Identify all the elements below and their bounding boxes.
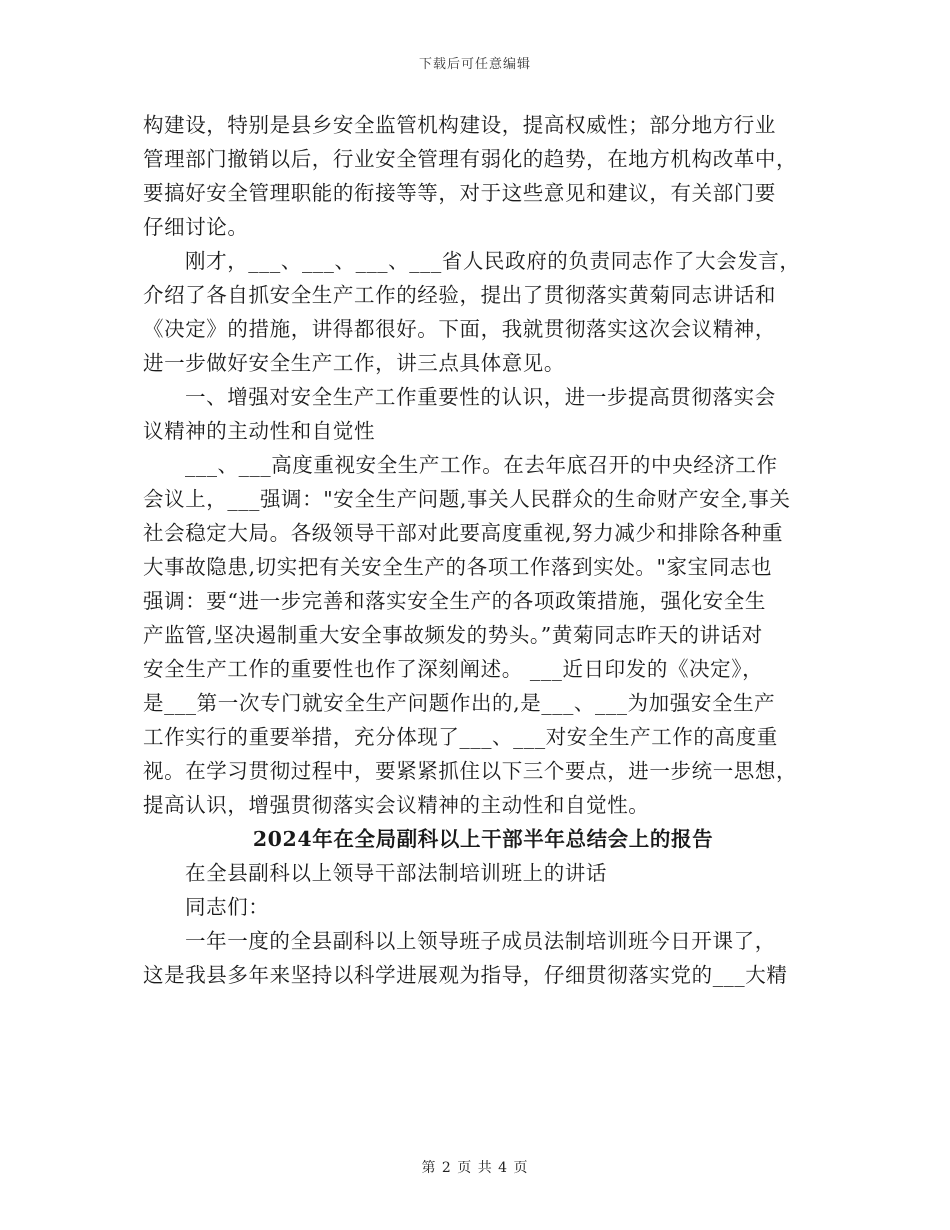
text-line: 大事故隐患,切实把有关安全生产的各项工作落到实处。"家宝同志也 [143, 555, 773, 579]
section-heading-line: 议精神的主动性和自觉性 [143, 419, 376, 443]
text-line: 产监管,坚决遏制重大安全事故频发的势头。”黄菊同志昨天的讲话对 [143, 623, 763, 647]
text-line: 介绍了各自抓安全生产工作的经验，提出了贯彻落实黄菊同志讲话和 [143, 283, 776, 307]
text-line: 提高认识，增强贯彻落实会议精神的主动性和自觉性。 [143, 793, 650, 817]
page-header: 下载后可任意编辑 [418, 57, 531, 72]
document-title: 2024年在全局副科以上干部半年总结会上的报告 [252, 827, 714, 851]
text-line: 工作实行的重要举措，充分体现了___、___对安全生产工作的高度重 [143, 725, 778, 749]
text-line: ___、___高度重视安全生产工作。在去年底召开的中央经济工作 [185, 453, 778, 477]
text-line: 视。在学习贯彻过程中，要紧紧抓住以下三个要点，进一步统一思想， [143, 759, 798, 783]
section-heading-line: 一、增强对安全生产工作重要性的认识，进一步提高贯彻落实会 [185, 385, 776, 409]
text-line: 《决定》的措施，讲得都很好。下面，我就贯彻落实这次会议精神， [143, 317, 776, 341]
text-line: 刚才，___、___、___、___省人民政府的负责同志作了大会发言， [185, 249, 801, 273]
document-body [143, 108, 803, 992]
text-line: 这是我县多年来坚持以科学进展观为指导，仔细贯彻落实党的___大精 [143, 963, 788, 987]
subtitle-line: 在全县副科以上领导干部法制培训班上的讲话 [185, 861, 607, 885]
text-line: 是___第一次专门就安全生产问题作出的,是___、___为加强安全生产 [143, 691, 776, 715]
text-line: 强调：要“进一步完善和落实安全生产的各项政策措施，强化安全生 [143, 589, 766, 613]
salutation-line: 同志们： [185, 895, 270, 919]
text-line: 一年一度的全县副科以上领导班子成员法制培训班今日开课了， [185, 929, 776, 953]
text-line: 安全生产工作的重要性也作了深刻阐述。 ___近日印发的《决定》， [143, 657, 764, 681]
text-line: 要搞好安全管理职能的衔接等等，对于这些意见和建议，有关部门要 [143, 181, 776, 205]
text-line: 进一步做好安全生产工作，讲三点具体意见。 [143, 351, 565, 375]
text-line: 构建设，特别是县乡安全监管机构建设，提高权威性；部分地方行业 [143, 113, 776, 137]
text-line: 管理部门撤销以后，行业安全管理有弱化的趋势，在地方机构改革中， [143, 147, 798, 171]
page-footer: 第 2 页 共 4 页 [421, 1160, 529, 1176]
text-line: 仔细讨论。 [143, 215, 249, 239]
text-line: 会议上，___强调："安全生产问题,事关人民群众的生命财产安全,事关 [143, 487, 791, 511]
text-line: 社会稳定大局。各级领导干部对此要高度重视,努力减少和排除各种重 [143, 521, 784, 545]
